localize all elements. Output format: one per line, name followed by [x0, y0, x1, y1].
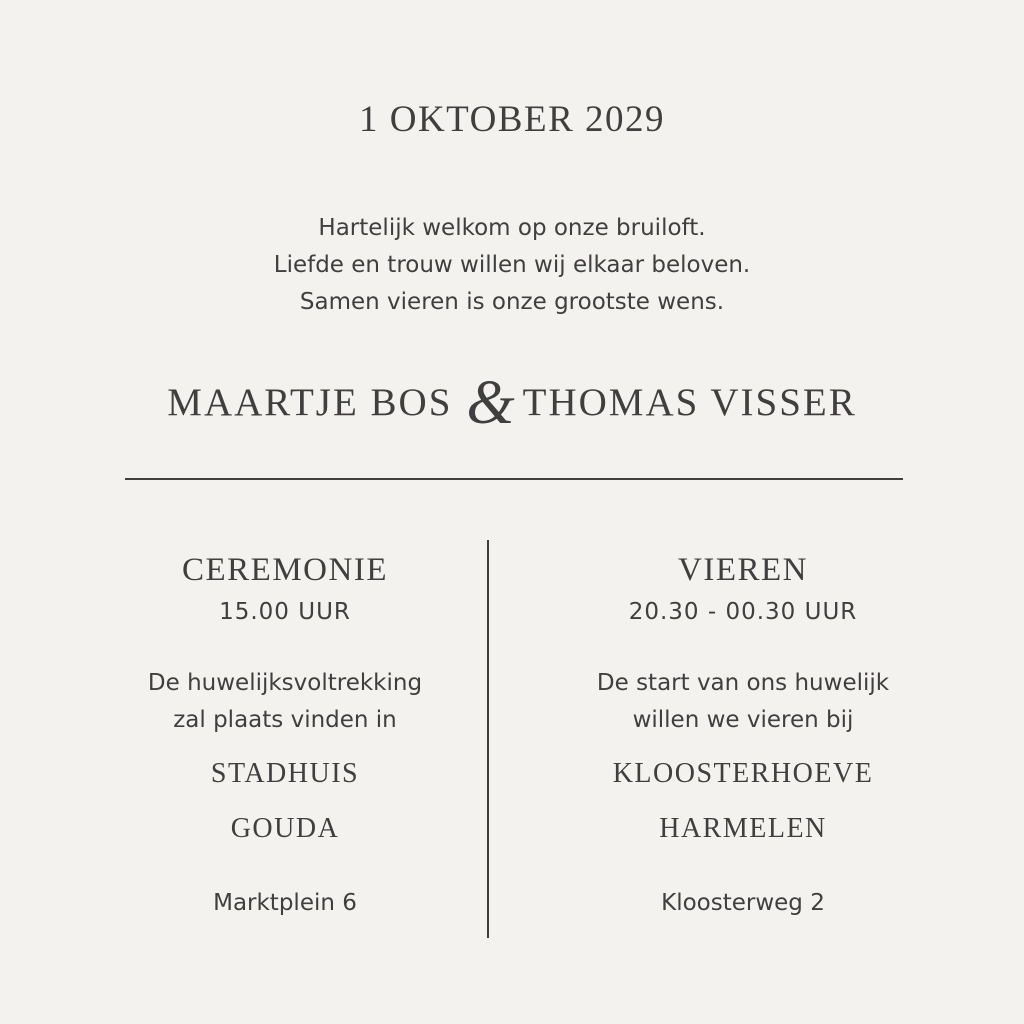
party-column [538, 548, 948, 919]
ceremony-address: Marktplein 6 [213, 890, 357, 916]
ceremony-desc-line: zal plaats vinden in [173, 707, 397, 733]
ceremony-city: GOUDA [230, 813, 340, 844]
welcome-message [0, 210, 1024, 321]
horizontal-divider [125, 478, 903, 480]
ceremony-heading: CEREMONIE [182, 552, 388, 588]
party-city: HARMELEN [659, 813, 827, 844]
party-address: Kloosterweg 2 [661, 890, 825, 916]
party-desc-line: willen we vieren bij [632, 707, 854, 733]
ceremony-column [80, 548, 490, 919]
ceremony-description [80, 665, 490, 739]
partner-name-1: MAARTJE BOS [167, 381, 453, 424]
welcome-line: Liefde en trouw willen wij elkaar beloven. [273, 252, 751, 278]
party-desc-line: De start van ons huwelijk [596, 670, 890, 696]
party-description [538, 665, 948, 739]
partner-name-2: THOMAS VISSER [522, 381, 857, 424]
ceremony-time: 15.00 UUR [219, 599, 351, 625]
ampersand: & [466, 369, 515, 437]
welcome-line: Hartelijk welkom op onze bruiloft. [318, 215, 706, 241]
couple-names [0, 369, 1024, 437]
wedding-date: 1 OKTOBER 2029 [358, 99, 666, 140]
party-heading: VIEREN [678, 552, 808, 588]
ceremony-venue: STADHUIS [210, 758, 360, 789]
welcome-line: Samen vieren is onze grootste wens. [299, 289, 725, 315]
party-time: 20.30 - 00.30 UUR [628, 599, 858, 625]
party-venue: KLOOSTERHOEVE [612, 758, 874, 789]
ceremony-desc-line: De huwelijksvoltrekking [147, 670, 423, 696]
